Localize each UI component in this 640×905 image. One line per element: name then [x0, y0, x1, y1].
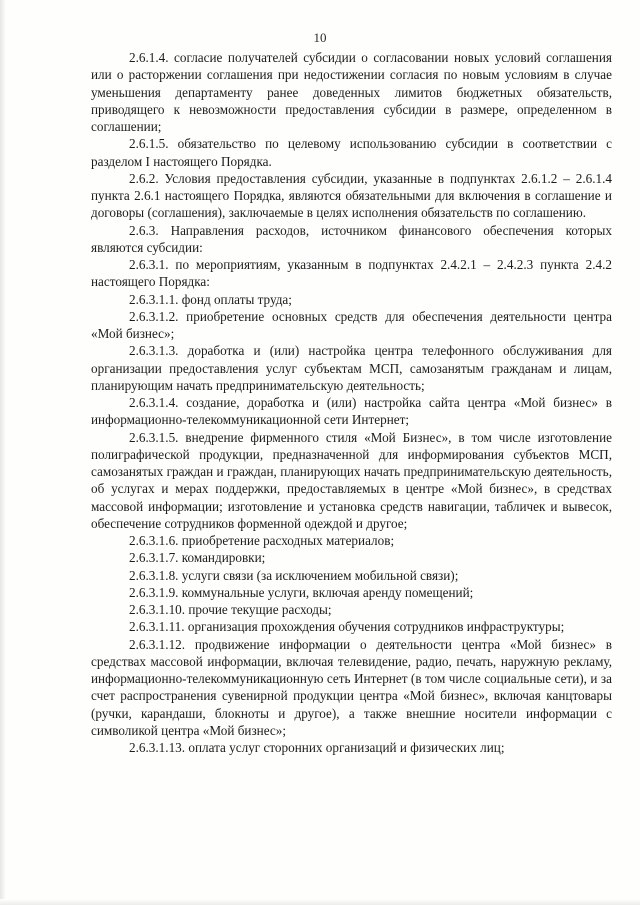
document-body — [91, 49, 612, 756]
paragraph-2-6-3-1-3: 2.6.3.1.3. доработка и (или) настройка центра телефонного обслуживания для организации предоставления услуг субъектам МСП, самозанятым гражданам и лицам, планирующим начать предпринимательскую деятельность; — [91, 343, 612, 393]
paragraph-2-6-3: 2.6.3. Направления расходов, источником финансового обеспечения которых являются субсидии: — [91, 222, 612, 255]
paragraph-2-6-2: 2.6.2. Условия предоставления субсидии, указанные в подпунктах 2.6.1.2 – 2.6.1.4 пункта 2.6.1 настоящего Порядка, являются обязательными для включения в соглашение и договоры (соглашения), заключаемые в целях исполнения обязательств по соглашению. — [91, 170, 612, 221]
paragraph-2-6-3-1-2: 2.6.3.1.2. приобретение основных средств для обеспечения деятельности центра «Мой бизнес»; — [91, 308, 612, 341]
paragraph-2-6-1-4: 2.6.1.4. согласие получателей субсидии о согласовании новых условий соглашения или о расторжении соглашения при недостижении согласия по новым условиям в случае уменьшения департаменту ранее доведенных лимитов бюджетных обязательств, приводящего к невозможности предоставления субсидии в размере, определенном в соглашении; — [91, 50, 612, 134]
paragraph-2-6-1-5: 2.6.1.5. обязательство по целевому использованию субсидии в соответствии с разделом I настоящего Порядка. — [91, 136, 612, 169]
paragraph-2-6-3-1-11: 2.6.3.1.11. организация прохождения обучения сотрудников инфраструктуры; — [129, 619, 565, 635]
paragraph-2-6-3-1-9: 2.6.3.1.9. коммунальные услуги, включая аренду помещений; — [129, 584, 474, 600]
page-bottom-shadow — [0, 899, 640, 905]
paragraph-2-6-3-1-13: 2.6.3.1.13. оплата услуг сторонних организаций и физических лиц; — [129, 740, 505, 755]
paragraph-2-6-3-1-7: 2.6.3.1.7. командировки; — [129, 550, 266, 566]
paragraph-2-6-3-1-5: 2.6.3.1.5. внедрение фирменного стиля «Мой Бизнес», в том числе изготовление полиграфической продукции, предназначенной для информирования субъектов МСП, самозанятых граждан и граждан, планирующих начать предпринимательскую деятельность, об услугах и мерах поддержки, предоставляемых в центре «Мой бизнес», в средствах массовой информации; изготовление и установка средств навигации, табличек и вывесок, обеспечение сотрудников форменной одеждой и другое; — [91, 429, 612, 531]
page-edge-shadow — [0, 0, 6, 905]
paragraph-2-6-3-1: 2.6.3.1. по мероприятиям, указанным в подпунктах 2.4.2.1 – 2.4.2.3 пункта 2.4.2 настоящего Порядка: — [91, 257, 612, 290]
paragraph-2-6-3-1-1: 2.6.3.1.1. фонд оплаты труда; — [129, 291, 292, 307]
paragraph-2-6-3-1-6: 2.6.3.1.6. приобретение расходных материалов; — [129, 533, 395, 548]
paragraph-2-6-3-1-4: 2.6.3.1.4. создание, доработка и (или) настройка сайта центра «Мой бизнес» в информационно-телекоммуникационной сети Интернет; — [91, 395, 612, 428]
page-number: 10 — [313, 30, 327, 45]
paragraph-2-6-3-1-8: 2.6.3.1.8. услуги связи (за исключением мобильной связи); — [129, 567, 459, 583]
paragraph-2-6-3-1-10: 2.6.3.1.10. прочие текущие расходы; — [129, 602, 332, 617]
paragraph-2-6-3-1-12: 2.6.3.1.12. продвижение информации о деятельности центра «Мой бизнес» в средствах массовой информации, включая телевидение, радио, печать, наружную рекламу, информационно-телекоммуникационную сеть Интернет (в том числе социальные сети), и за счет распространения сувенирной продукции центра «Мой бизнес», включая канцтовары (ручки, карандаши, блокноты и другое), а также внешние носители информации с символикой центра «Мой бизнес»; — [91, 636, 612, 738]
